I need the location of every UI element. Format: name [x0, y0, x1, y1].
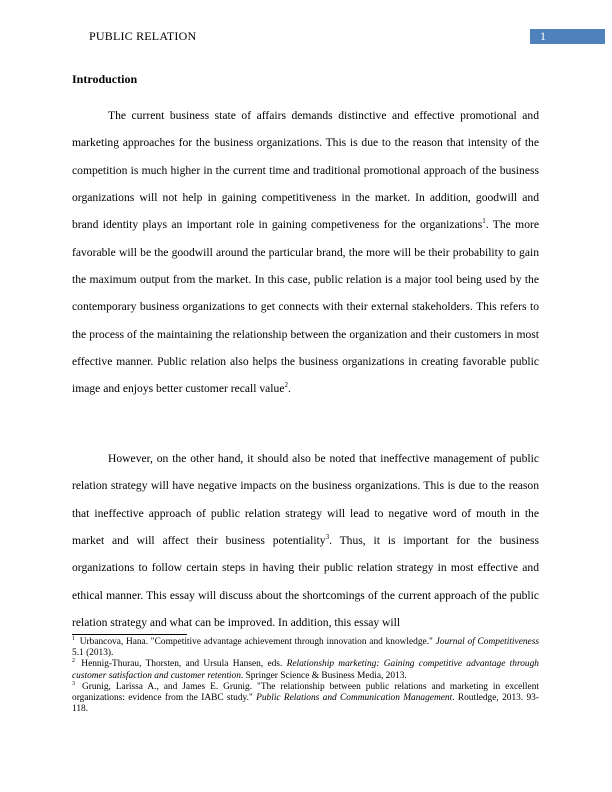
footnote-ref-2[interactable]: 2	[284, 381, 288, 390]
paragraph-2	[72, 445, 539, 636]
paragraph-1-text-a: The current business state of affairs demands distinctive and effective promotional and marketing approaches for the business organizations. This is due to the reason that intensity of the competition is much higher in the current time and traditional promotional approach of the business organizations will not help in gaining competitiveness in the market. In addition, goodwill and brand identity plays an important role in gaining competiveness for the organizations	[72, 109, 539, 232]
footnote-text-after: . Springer Science & Business Media, 2013.	[240, 670, 407, 681]
footnote-number: 3	[72, 680, 75, 687]
paragraph-1	[72, 102, 539, 403]
footnote-3	[72, 682, 539, 716]
footnote-number: 1	[72, 635, 75, 642]
paragraph-2-text-b: . Thus, it is important for the business organizations to follow certain steps in having their public relation strategy in most effective and ethical manner. This essay will discuss about the shortcomings of the current approach of the public relation strategy and what can be improved. In addition, this essay will	[72, 534, 539, 630]
page-number-badge: 1	[530, 29, 605, 44]
footnote-number: 2	[72, 658, 75, 665]
footnote-source-title: Public Relations and Communication Management	[256, 693, 453, 704]
footnotes	[72, 637, 539, 715]
paragraph-1-text-b: . The more favorable will be the goodwill around the particular brand, the more will be their probability to gain the maximum output from the market. In this case, public relation is a major tool being used by the contemporary business organizations to get connects with their external stakeholders. This refers to the process of the maintaining the relationship between the organization and their customers in most effective manner. Public relation also helps the business organizations in creating favorable public image and enjoys better customer recall value	[72, 218, 539, 396]
footnote-1	[72, 637, 539, 659]
footnote-ref-1[interactable]: 1	[482, 217, 486, 226]
running-header: PUBLIC RELATION	[89, 29, 197, 43]
footnote-ref-3[interactable]: 3	[325, 533, 330, 542]
footnote-text: Urbancova, Hana. "Competitive advantage achievement through innovation and knowledge."	[77, 637, 436, 647]
footnote-2	[72, 659, 539, 681]
footnote-text: Hennig-Thurau, Thorsten, and Ursula Hansen, eds.	[77, 659, 287, 670]
paragraph-2-text-a: However, on the other hand, it should also be noted that ineffective management of public relation strategy will have negative impacts on the business organizations. This is due to the reason that ineffective approach of public relation strategy will lead to negative word of mouth in the market and will affect their business potentiality	[72, 452, 539, 548]
footnote-separator	[72, 634, 187, 635]
footnote-text-after: . Routledge, 2013. 93-118.	[72, 693, 539, 715]
footnote-text-after: 5.1 (2013).	[72, 648, 114, 659]
footnote-source-title: Relationship marketing: Gaining competitive advantage through customer satisfaction and customer retention	[72, 659, 539, 681]
paragraph-1-text-c: .	[287, 382, 291, 396]
footnote-text: Grunig, Larissa A., and James E. Grunig. "The relationship between public relations and marketing in excellent organizations: evidence from the IABC study."	[72, 681, 539, 704]
footnote-source-title: Journal of Competitiveness	[435, 637, 540, 647]
section-heading: Introduction	[72, 72, 138, 86]
